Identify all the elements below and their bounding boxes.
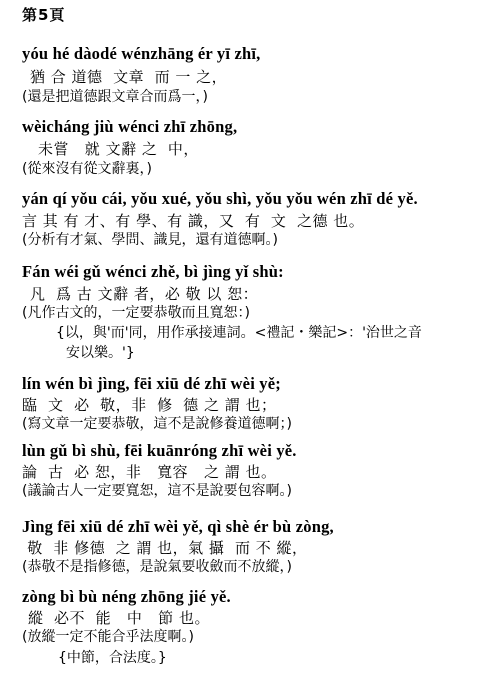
annotation-line-8a: {中節，合法度。} (58, 650, 167, 666)
annotation-line-4b: 安以樂。'} (66, 345, 135, 361)
annotation-line-4a: {以，與'而'同，用作承接連詞。<禮記・樂記>：'治世之音 (56, 325, 422, 341)
translation-line-2: (從來沒有從文辭裏，) (22, 161, 152, 177)
pinyin-line-4: Fán wéi gǔ wénci zhě, bì jìng yǐ shù: (22, 262, 284, 281)
pinyin-line-7: Jìng fēi xiū dé zhī wèi yě, qì shè ér bù zòng, (22, 517, 334, 536)
pinyin-line-2: wèicháng jiù wénci zhī zhōng, (22, 117, 238, 136)
classical-line-4: 凡 爲 古 文辭 者，必 敬 以 恕： (30, 285, 259, 303)
pinyin-line-6: lùn gǔ bì shù, fēi kuānróng zhī wèi yě. (22, 441, 297, 460)
classical-line-8: 縱 必不 能 中 節 也。 (28, 609, 210, 627)
classical-line-5: 臨 文 必 敬，非 修 德 之 謂 也； (22, 396, 277, 414)
translation-line-5: (寫文章一定要恭敬，這不是說修養道德啊；) (22, 416, 292, 432)
classical-line-6: 論 古 必 恕，非 寬容 之 謂 也。 (22, 463, 277, 481)
pinyin-line-3: yán qí yǒu cái, yǒu xué, yǒu shì, yǒu yǒu wén zhī dé yě. (22, 189, 418, 208)
classical-line-7: 敬 非 修德 之 謂 也，氣 攝 而 不 縱， (22, 539, 308, 557)
translation-line-8: (放縱一定不能合乎法度啊。) (22, 629, 194, 645)
pinyin-line-8: zòng bì bù néng zhōng jié yě. (22, 587, 231, 606)
translation-line-4: (凡作古文的，一定要恭敬而且寬恕：) (22, 305, 250, 321)
page-number-label: 第5頁 (22, 6, 66, 24)
translation-line-3: (分析有才氣、學問、識見，還有道德啊。) (22, 232, 278, 248)
translation-line-1: (還是把道德跟文章合而爲一，) (22, 89, 208, 105)
classical-line-2: 未嘗 就 文辭 之 中， (38, 140, 199, 158)
translation-line-7: (恭敬不是指修德，是說氣要收斂而不放縱，) (22, 559, 292, 575)
translation-line-6: (議論古人一定要寬恕，這不是說要包容啊。) (22, 483, 292, 499)
pinyin-line-1: yóu hé dàodé wénzhāng ér yī zhī, (22, 44, 261, 63)
pinyin-line-5: lín wén bì jìng, fēi xiū dé zhī wèi yě; (22, 374, 281, 393)
classical-line-3: 言 其 有 才、有 學、有 識，又 有 文 之德 也。 (22, 212, 365, 230)
classical-line-1: 猶 合 道德 文章 而 一 之， (30, 68, 228, 86)
